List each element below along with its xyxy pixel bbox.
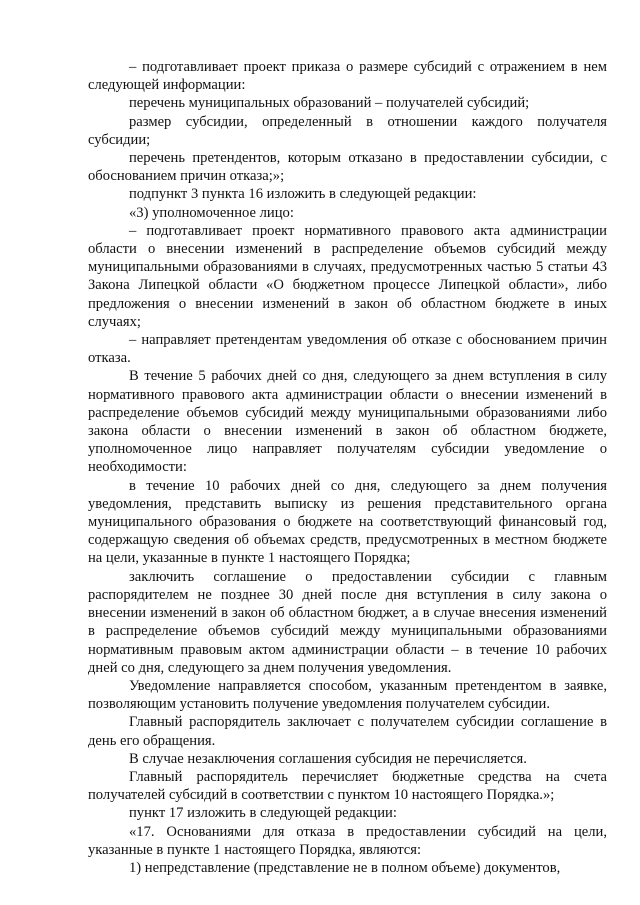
paragraph: Главный распорядитель заключает с получателем субсидии соглашение в день его обращения. xyxy=(88,714,607,749)
paragraph: перечень муниципальных образований – получателей субсидий; xyxy=(129,95,530,112)
paragraph: – направляет претендентам уведомления об отказе с обоснованием причин отказа. xyxy=(88,332,607,367)
paragraph: перечень претендентов, которым отказано в предоставлении субсидии, с обоснованием причин отказа;»; xyxy=(88,150,607,185)
paragraph: – подготавливает проект нормативного правового акта администрации области о внесении изменений в распределение объемов субсидий между муниципальными образованиями в случаях, предусмотренных частью 5 статьи 43 Закона Липецкой области «О бюджетном процессе Липецкой области», либо предложения о внесении изменений в закон об областном бюджете в иных случаях; xyxy=(88,222,607,330)
paragraph: Главный распорядитель перечисляет бюджетные средства на счета получателей субсидий в соответствии с пунктом 10 настоящего Порядка.»; xyxy=(88,768,607,804)
paragraph: 1) непредставление (представление не в полном объеме) документов, xyxy=(129,859,561,876)
paragraph: В течение 5 рабочих дней со дня, следующего за днем вступления в силу нормативного правового акта администрации области о внесении изменений в распределение объемов субсидий между муниципальными образованиями либо закона области о внесении изменений в закон об областном бюджете, уполномоченное лицо направляет получателям субсидии уведомление о необходимости: xyxy=(88,368,607,476)
paragraph: в течение 10 рабочих дней со дня, следующего за днем получения уведомления, представить выписку из решения представительного органа муниципального образования о бюджете на соответствующий финансовый год, содержащую сведения об объемах средств, предусмотренных в местном бюджете на цели, указанные в пункте 1 настоящего Порядка; xyxy=(88,477,607,567)
paragraph: «17. Основаниями для отказа в предоставлении субсидий на цели, указанные в пункте 1 настоящего Порядка, являются: xyxy=(88,823,607,858)
document-page xyxy=(88,58,607,877)
paragraph: подпункт 3 пункта 16 изложить в следующей редакции: xyxy=(129,186,477,203)
paragraph: заключить соглашение о предоставлении субсидии с главным распорядителем не позднее 30 дней после дня вступления в силу закона о внесении изменений в закон об областном бюджет, а в случае внесения изменений в распределение объемов субсидий между муниципальными образованиями нормативным правовым актом администрации области – в течение 10 рабочих дней со дня, следующего за днем получения уведомления. xyxy=(88,568,607,676)
paragraph: – подготавливает проект приказа о размере субсидий с отражением в нем следующей информации: xyxy=(88,59,607,94)
paragraph: Уведомление направляется способом, указанным претендентом в заявке, позволяющим установить получение уведомления получателем субсидии. xyxy=(88,677,607,713)
paragraph: размер субсидии, определенный в отношении каждого получателя субсидии; xyxy=(88,113,607,148)
paragraph: пункт 17 изложить в следующей редакции: xyxy=(129,805,397,822)
paragraph: «3) уполномоченное лицо: xyxy=(129,204,294,221)
paragraph: В случае незаключения соглашения субсидия не перечисляется. xyxy=(129,750,527,767)
